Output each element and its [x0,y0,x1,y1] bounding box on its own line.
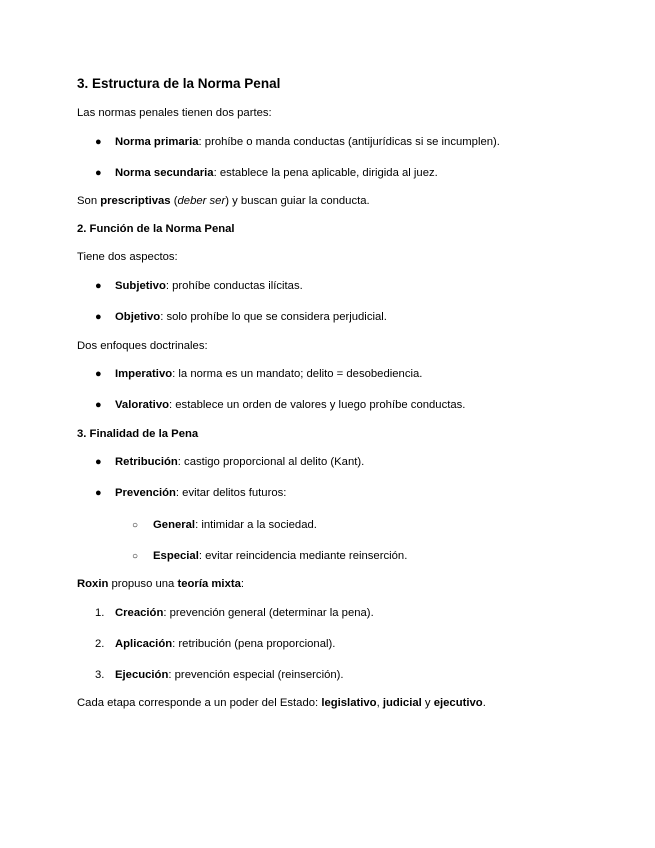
heading-funcion: 2. Función de la Norma Penal [77,223,235,235]
bullet-icon: ● [95,487,102,499]
list-item: Valorativo: establece un orden de valores y luego prohíbe conductas. [115,399,466,411]
bullet-icon: ● [95,280,102,292]
sub-list-item: General: intimidar a la sociedad. [153,519,317,531]
heading-finalidad: 3. Finalidad de la Pena [77,428,199,440]
sub-list-item: Especial: evitar reincidencia mediante reinserción. [153,550,408,562]
heading-estructura: 3. Estructura de la Norma Penal [77,76,281,91]
numbered-item: Ejecución: prevención especial (reinserción). [115,669,344,681]
list-item: Subjetivo: prohíbe conductas ilícitas. [115,280,303,292]
bullet-icon: ● [95,136,102,148]
roxin-paragraph: Roxin propuso una teoría mixta: [77,578,245,590]
list-item: Norma primaria: prohíbe o manda conductas (antijurídicas si se incumplen). [115,136,500,148]
list-number: 2. [95,638,105,650]
circle-bullet-icon: ○ [132,551,139,562]
bullet-icon: ● [95,311,102,323]
list-item: Imperativo: la norma es un mandato; delito = desobediencia. [115,368,423,380]
list-item: Prevención: evitar delitos futuros: [115,487,287,499]
closing-paragraph: Cada etapa corresponde a un poder del Estado: legislativo, judicial y ejecutivo. [77,697,486,709]
list-item: Objetivo: solo prohíbe lo que se considera perjudicial. [115,311,387,323]
circle-bullet-icon: ○ [132,520,139,531]
prescriptive-paragraph: Son prescriptivas (deber ser) y buscan guiar la conducta. [77,195,370,207]
numbered-item: Aplicación: retribución (pena proporcional). [115,638,336,650]
list-number: 3. [95,669,105,681]
intro-aspects: Tiene dos aspectos: [77,251,178,263]
list-item: Retribución: castigo proporcional al delito (Kant). [115,456,365,468]
bullet-icon: ● [95,368,102,380]
numbered-item: Creación: prevención general (determinar la pena). [115,607,374,619]
bullet-icon: ● [95,167,102,179]
list-number: 1. [95,607,105,619]
bullet-icon: ● [95,456,102,468]
list-item: Norma secundaria: establece la pena aplicable, dirigida al juez. [115,167,438,179]
intro-enfoques: Dos enfoques doctrinales: [77,340,208,352]
intro-paragraph: Las normas penales tienen dos partes: [77,107,272,119]
bullet-icon: ● [95,399,102,411]
